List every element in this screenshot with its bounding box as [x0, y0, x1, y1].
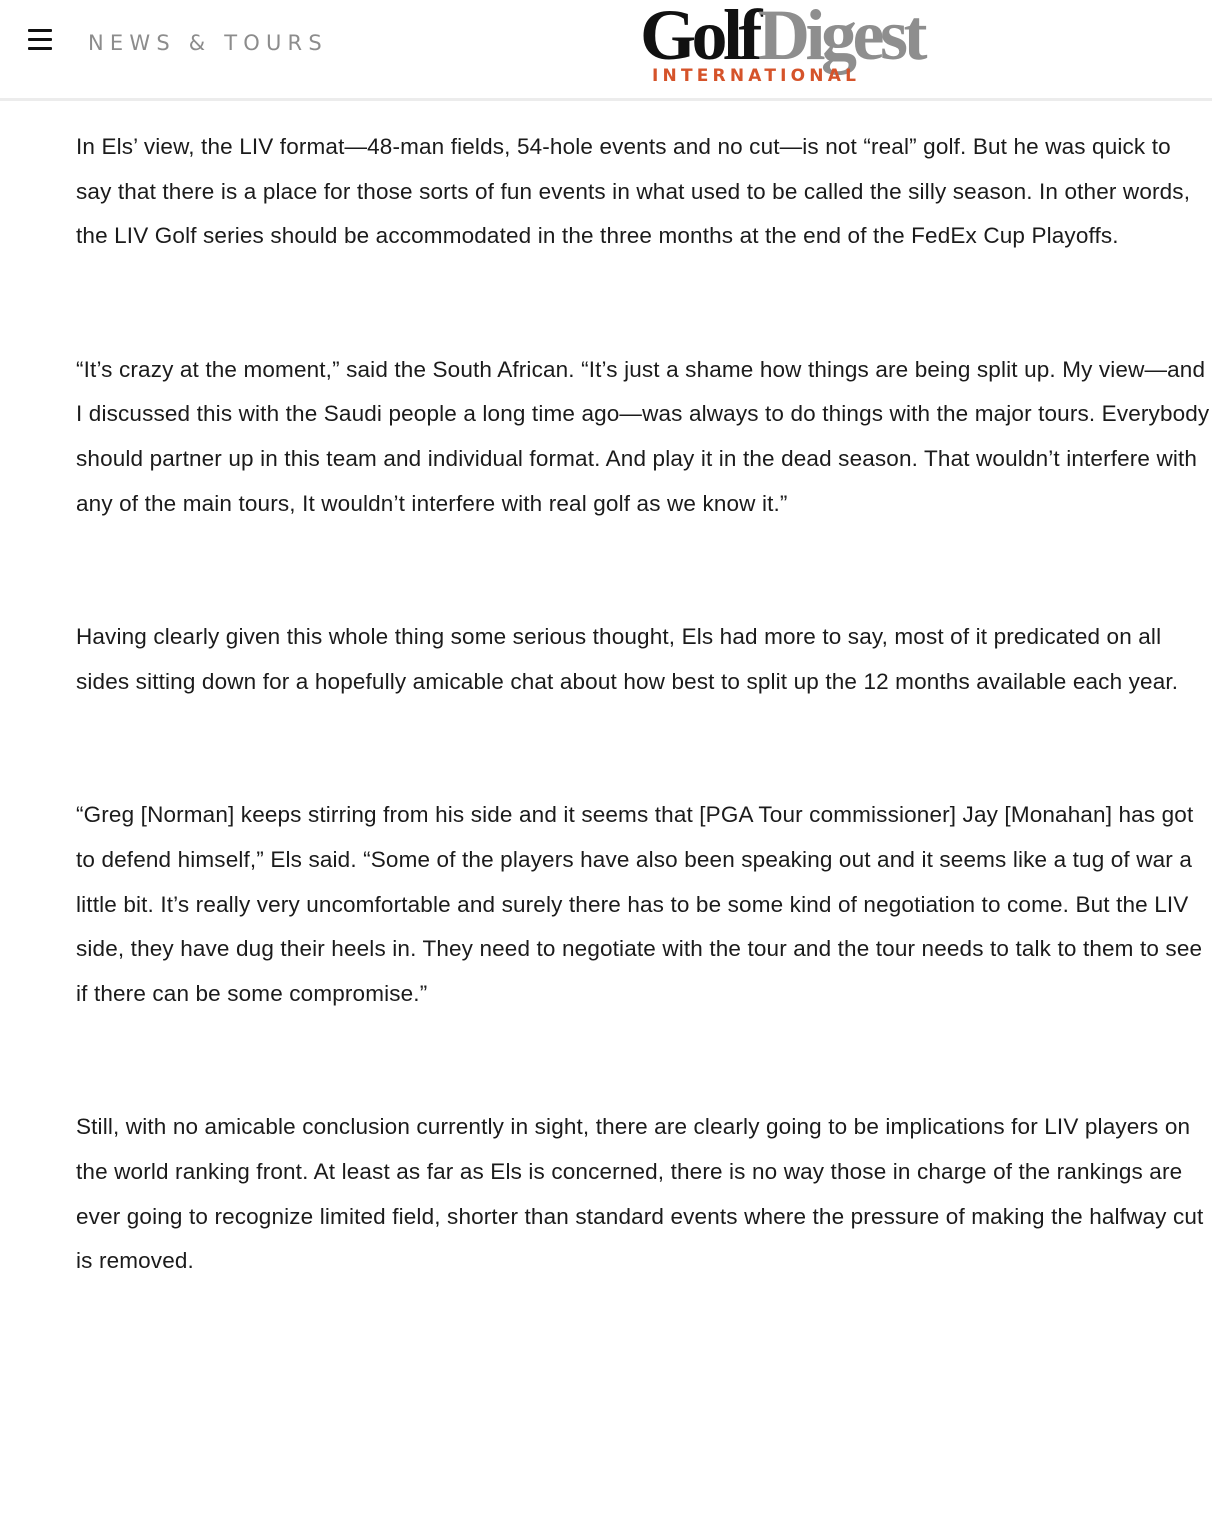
section-link-news-tours[interactable]: NEWS & TOURS [88, 31, 328, 55]
hamburger-menu-icon[interactable] [26, 26, 54, 54]
article-paragraph: Still, with no amicable conclusion currently in sight, there are clearly going to be implications for LIV players on the world ranking front. At least as far as Els is concerned, there is no way those in charge of the rankings are ever going to recognize limited field, shorter than standard events where the pressure of making the halfway cut is removed. [76, 1114, 1204, 1274]
menu-bar-top [28, 29, 52, 32]
logo-word-golf: Golf [640, 0, 758, 75]
site-header [0, 0, 1212, 101]
menu-bar-bottom [28, 47, 52, 50]
article-paragraph: In Els’ view, the LIV format—48-man fields, 54-hole events and no cut—is not “real” golf. But he was quick to say that there is a place for those sorts of fun events in what used to be called the silly season. In other words, the LIV Golf series should be accommodated in the three months at the end of the FedEx Cup Playoffs. [76, 134, 1191, 249]
golf-digest-logo[interactable] [640, 0, 1030, 98]
article-paragraph: “It’s crazy at the moment,” said the South African. “It’s just a shame how things are being split up. My view—and I discussed this with the Saudi people a long time ago—was always to do things with the major tours. Everybody should partner up in this team and individual format. And play it in the dead season. That wouldn’t interfere with any of the main tours, It wouldn’t interfere with real golf as we know it.” [76, 356, 1210, 516]
article-body [76, 125, 1212, 1373]
article-paragraph: “Greg [Norman] keeps stirring from his side and it seems that [PGA Tour commissioner] Jay [Monahan] has got to defend himself,” Els said. “Some of the players have also been speaking out and it seems like a tug of war a little bit. It’s really very uncomfortable and surely there has to be some kind of negotiation to come. But the LIV side, they have dug their heels in. They need to negotiate with the tour and the tour needs to talk to them to see if there can be some compromise.” [76, 802, 1203, 1006]
logo-subtitle: INTERNATIONAL [652, 66, 861, 86]
logo-wordmark [640, 0, 923, 75]
menu-bar-middle [28, 38, 52, 41]
article-paragraph: Having clearly given this whole thing some serious thought, Els had more to say, most of it predicated on all sides sitting down for a hopefully amicable chat about how best to split up the 12 months available each year. [76, 624, 1179, 694]
logo-word-digest: Digest [757, 0, 923, 75]
